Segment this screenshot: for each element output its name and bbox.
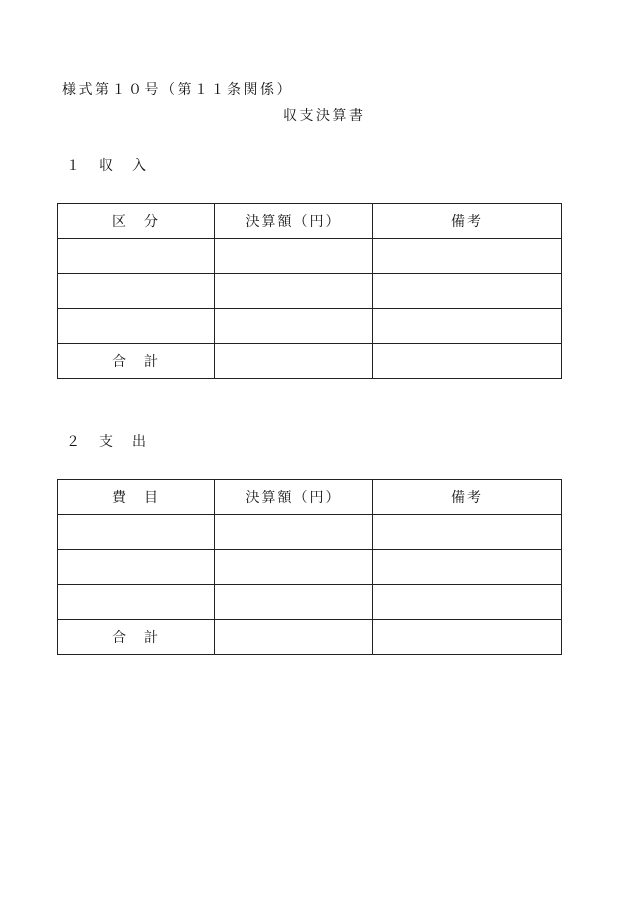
expenditure-section-heading: ２ 支 出: [66, 434, 149, 450]
document-title: 収支決算書: [283, 108, 366, 124]
table-cell: [58, 515, 215, 550]
table-cell: [215, 550, 373, 585]
table-cell: [373, 585, 562, 620]
income-table: [57, 203, 562, 379]
table-cell: [373, 309, 562, 344]
table-cell: [215, 274, 373, 309]
table-row: [58, 585, 562, 620]
table-row: [58, 515, 562, 550]
table-cell: [58, 550, 215, 585]
total-label: 合 計: [58, 620, 215, 655]
table-cell: [373, 344, 562, 379]
table-cell: [373, 515, 562, 550]
table-row: [58, 309, 562, 344]
expenditure-table: [57, 479, 562, 655]
table-cell: [215, 585, 373, 620]
column-header-remarks: 備考: [373, 204, 562, 239]
table-total-row: [58, 620, 562, 655]
table-cell: [215, 344, 373, 379]
table-row: [58, 550, 562, 585]
column-header-item: 費 目: [58, 480, 215, 515]
table-row: [58, 274, 562, 309]
table-cell: [215, 620, 373, 655]
column-header-category: 区 分: [58, 204, 215, 239]
table-cell: [58, 239, 215, 274]
total-label: 合 計: [58, 344, 215, 379]
table-cell: [373, 550, 562, 585]
table-total-row: [58, 344, 562, 379]
table-cell: [58, 585, 215, 620]
column-header-amount: 決算額（円）: [215, 480, 373, 515]
form-number: 様式第１０号（第１１条関係）: [62, 82, 293, 98]
table-cell: [215, 239, 373, 274]
column-header-amount: 決算額（円）: [215, 204, 373, 239]
table-cell: [373, 274, 562, 309]
table-cell: [58, 309, 215, 344]
table-cell: [215, 515, 373, 550]
table-cell: [215, 309, 373, 344]
table-cell: [58, 274, 215, 309]
table-header-row: [58, 480, 562, 515]
table-row: [58, 239, 562, 274]
table-cell: [373, 620, 562, 655]
income-section-heading: １ 収 入: [66, 158, 149, 174]
column-header-remarks: 備考: [373, 480, 562, 515]
table-cell: [373, 239, 562, 274]
table-header-row: [58, 204, 562, 239]
